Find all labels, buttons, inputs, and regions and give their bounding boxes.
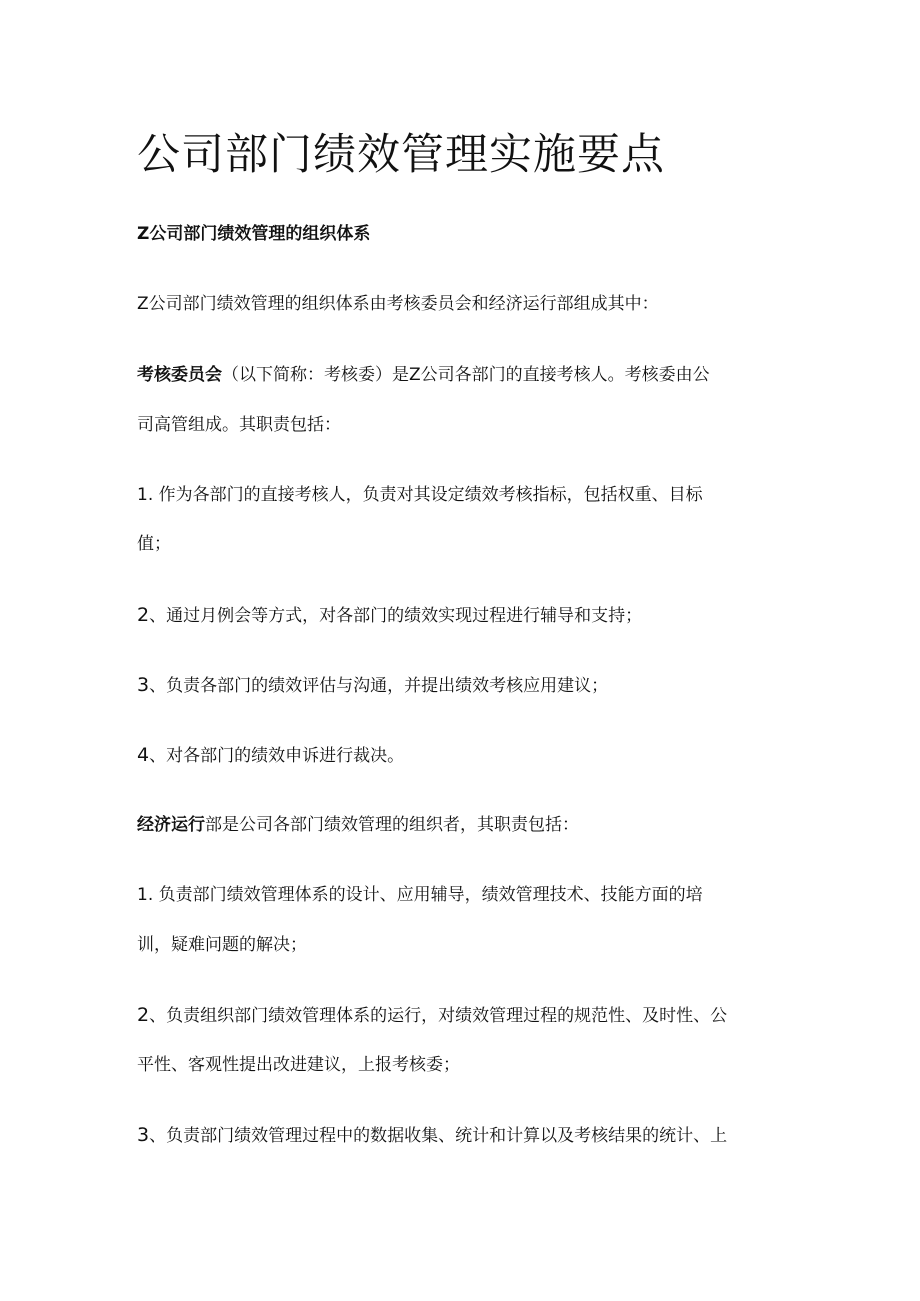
operations-item-2-number: 2 <box>137 1004 150 1026</box>
operations-item-3-text: 、负责部门绩效管理过程中的数据收集、统计和计算以及考核结果的统计、上 <box>149 1126 728 1146</box>
document-title: 公司部门绩效管理实施要点 <box>137 130 665 180</box>
committee-item-2 <box>137 603 642 628</box>
committee-item-4-text: 、对各部门的绩效申诉进行裁决。 <box>149 746 405 766</box>
committee-item-4-number: 4 <box>137 744 150 766</box>
committee-item-2-text: 、通过月例会等方式，对各部门的绩效实现过程进行辅导和支持； <box>149 606 643 626</box>
operations-item-1-line1 <box>137 883 703 907</box>
operations-item-3-line1 <box>137 1123 727 1148</box>
committee-paragraph-line2: 司高管组成。其职责包括： <box>137 415 341 435</box>
committee-item-1-number: 1. <box>137 485 154 505</box>
section-heading: Z公司部门绩效管理的组织体系 <box>137 224 371 244</box>
committee-text: （以下简称：考核委）是Z公司各部门的直接考核人。考核委由公 <box>222 365 710 385</box>
committee-item-3-text: 、负责各部门的绩效评估与沟通，并提出绩效考核应用建议； <box>149 676 609 696</box>
operations-item-2-text: 、负责组织部门绩效管理体系的运行，对绩效管理过程的规范性、及时性、公 <box>149 1006 728 1026</box>
committee-item-4 <box>137 743 404 768</box>
operations-term: 经济运行 <box>137 815 205 835</box>
operations-item-1-text: 负责部门绩效管理体系的设计、应用辅导，绩效管理技术、技能方面的培 <box>158 885 703 905</box>
operations-text: 部是公司各部门绩效管理的组织者，其职责包括： <box>205 815 579 835</box>
operations-item-2-line1 <box>137 1003 727 1028</box>
committee-item-1-text: 作为各部门的直接考核人，负责对其设定绩效考核指标，包括权重、目标 <box>158 485 703 505</box>
operations-item-3-number: 3 <box>137 1124 150 1146</box>
committee-item-3 <box>137 673 608 698</box>
operations-item-1-line2: 训，疑难问题的解决； <box>137 935 307 955</box>
committee-term: 考核委员会 <box>137 365 222 385</box>
committee-item-2-number: 2 <box>137 604 150 626</box>
operations-item-1-number: 1. <box>137 885 154 905</box>
operations-paragraph <box>137 813 579 837</box>
intro-paragraph: Z公司部门绩效管理的组织体系由考核委员会和经济运行部组成其中： <box>137 294 659 314</box>
committee-item-3-number: 3 <box>137 674 150 696</box>
committee-paragraph-line1 <box>137 363 710 387</box>
operations-item-2-line2: 平性、客观性提出改进建议，上报考核委； <box>137 1055 460 1075</box>
committee-item-1-line2: 值； <box>137 534 171 554</box>
committee-item-1-line1 <box>137 483 703 507</box>
